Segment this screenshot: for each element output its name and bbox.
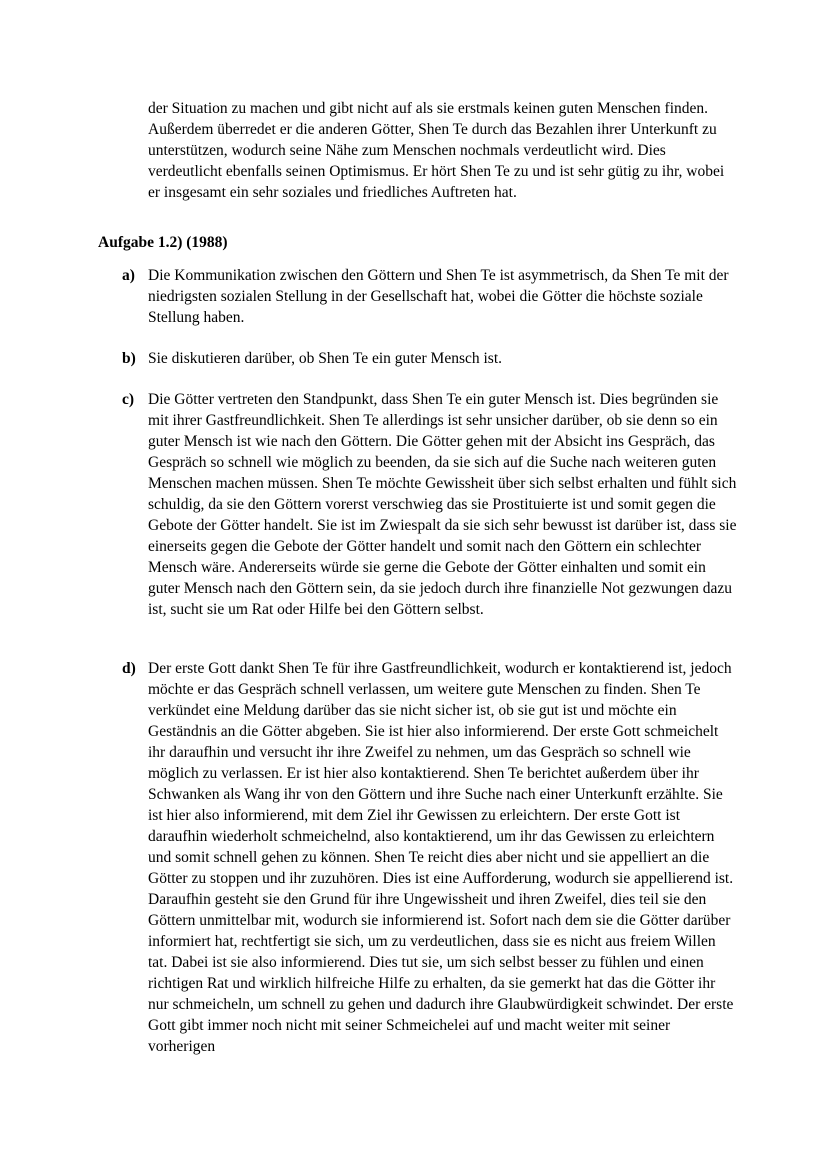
item-label-d: d) [122, 660, 136, 677]
item-text-b: Sie diskutieren darüber, ob Shen Te ein guter Mensch ist. [148, 350, 503, 367]
list-item-b [122, 348, 738, 369]
item-text-d: Der erste Gott dankt Shen Te für ihre Gastfreundlichkeit, wodurch er kontaktierend ist, jedoch möchte er das Gespräch schnell verlassen, um weitere gute Menschen zu finden. Shen Te verkündet eine Meldung darüber das sie nicht sicher ist, ob sie gut ist und möchte ein Geständnis an die Götter abgeben. Sie ist hier also informierend. Der erste Gott schmeichelt ihr daraufhin und versucht ihr ihre Zweifel zu nehmen, um das Gespräch so schnell wie möglich zu verlassen. Er ist hier also kontaktierend. Shen Te berichtet außerdem über ihr Schwanken als Wang ihr von den Göttern und ihre Suche nach einer Unterkunft erzählte. Sie ist hier also informierend, mit dem Ziel ihr Gewissen zu erleichtern. Der erste Gott ist daraufhin wiederholt schmeichelnd, also kontaktierend, um ihr das Gewissen zu erleichtern und somit schnell gehen zu können. Shen Te reicht dies aber nicht und sie appelliert an die Götter zu stoppen und ihr zuzuhören. Dies ist eine Aufforderung, wodurch sie appellierend ist. Daraufhin gesteht sie den Grund für ihre Ungewissheit und ihren Zweifel, dies teil sie den Göttern unmittelbar mit, wodurch sie informierend ist. Sofort nach dem sie die Götter darüber informiert hat, rechtfertigt sie sich, um zu verdeutlichen, dass sie es nicht aus freiem Willen tat. Dabei ist sie also informierend. Dies tut sie, um sich selbst besser zu fühlen und einen richtigen Rat und wirklich hilfreiche Hilfe zu erhalten, da sie gemerkt hat das die Götter ihr nur schmeicheln, um schnell zu gehen und dadurch ihre Glaubwürdigkeit schwindet. Der erste Gott gibt immer noch nicht mit seiner Schmeichelei auf und macht weiter mit seiner vorherigen [148, 660, 734, 1055]
section-heading: Aufgabe 1.2) (1988) [98, 234, 228, 251]
item-label-b: b) [122, 350, 136, 367]
item-label-a: a) [122, 267, 135, 284]
list-item-c [122, 389, 738, 620]
list-item-d [122, 658, 738, 1057]
item-text-c: Die Götter vertreten den Standpunkt, dass Shen Te ein guter Mensch ist. Dies begründen sie mit ihrer Gastfreundlichkeit. Shen Te allerdings ist sehr unsicher darüber, ob sie denn so ein guter Mensch ist wie nach den Göttern. Die Götter gehen mit der Absicht ins Gespräch, das Gespräch so schnell wie möglich zu beenden, da sie sich auf die Suche nach weiteren guten Menschen machen müssen. Shen Te möchte Gewissheit über sich selbst erhalten und fühlt sich schuldig, da sie den Göttern vorerst verschwieg das sie Prostituierte ist und somit gegen die Gebote der Götter handelt. Sie ist im Zwiespalt da sie sich sehr bewusst ist darüber ist, dass sie einerseits gegen die Gebote der Götter handelt und somit nach den Göttern ein schlechter Mensch wäre. Andererseits würde sie gerne die Gebote der Götter einhalten und somit ein guter Mensch nach den Göttern sein, da sie jedoch durch ihre finanzielle Not gezwungen dazu ist, sucht sie um Rat oder Hilfe bei den Göttern selbst. [148, 391, 737, 618]
item-label-c: c) [122, 391, 135, 408]
item-text-a: Die Kommunikation zwischen den Göttern und Shen Te ist asymmetrisch, da Shen Te mit der niedrigsten sozialen Stellung in der Gesellschaft hat, wobei die Götter die höchste soziale Stellung haben. [148, 267, 729, 326]
intro-paragraph: der Situation zu machen und gibt nicht auf als sie erstmals keinen guten Menschen finden. Außerdem überredet er die anderen Götter, Shen Te durch das Bezahlen ihrer Unterkunft zu unterstützen, wodurch seine Nähe zum Menschen nochmals verdeutlicht wird. Dies verdeutlicht ebenfalls seinen Optimismus. Er hört Shen Te zu und ist sehr gütig zu ihr, wobei er insgesamt ein sehr soziales und friedliches Auftreten hat. [148, 100, 725, 201]
list-item-a [122, 265, 738, 328]
